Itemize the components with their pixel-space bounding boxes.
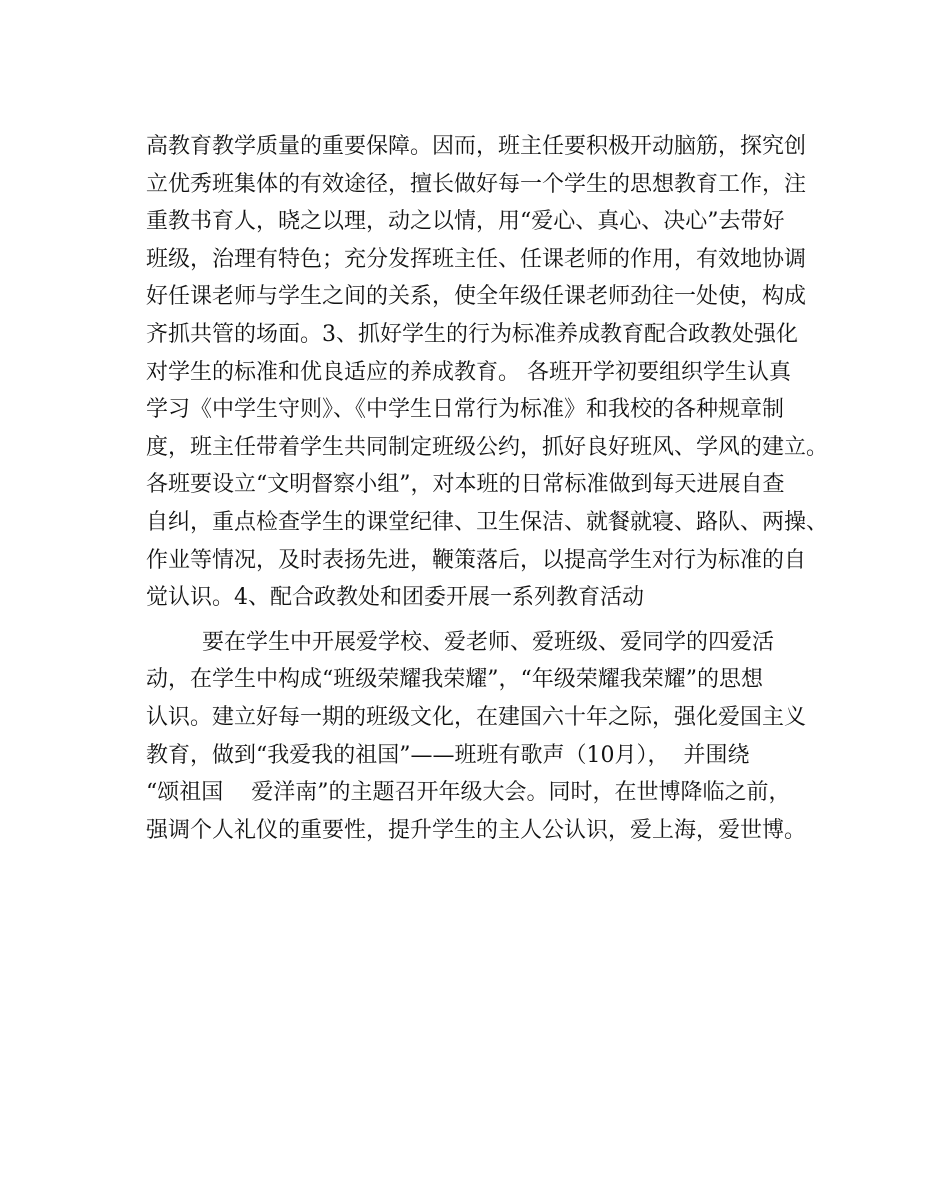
- text-line: “颂祖国 爱洋南”的主题召开年级大会。同时，在世博降临之前，: [146, 780, 791, 806]
- text-line: 教育，做到“我爱我的祖国”——班班有歌声（10月）， 并围绕: [146, 742, 750, 768]
- text-line: 觉认识。4、配合政教处和团委开展一系列教育活动: [146, 585, 644, 611]
- text-line: 高教育教学质量的重要保障。因而，班主任要积极开动脑筋，探究创: [146, 134, 807, 159]
- text-line: 班级，治理有特色；充分发挥班主任、任课老师的作用，有效地协调: [146, 246, 807, 272]
- paragraph-gap: [146, 617, 826, 624]
- text-line: 认识。建立好每一期的班级文化，在建国六十年之际，强化爱国主义: [146, 704, 807, 730]
- text-line: 强调个人礼仪的重要性，提升学生的主人公认识，爱上海，爱世博。: [146, 817, 807, 843]
- paragraph-2: [146, 624, 826, 850]
- text-line: 度，班主任带着学生共同制定班级公约，抓好良好班风、学风的建立。: [146, 434, 829, 460]
- text-line: 重教书育人，晓之以理，动之以情，用“爱心、真心、决心”去带好: [146, 209, 785, 235]
- text-line: 对学生的标准和优良适应的养成教育。 各班开学初要组织学生认真: [146, 359, 791, 385]
- text-line: 齐抓共管的场面。3、抓好学生的行为标准养成教育配合政教处强化: [146, 321, 798, 347]
- body-text: [146, 128, 829, 849]
- text-line: 要在学生中开展爱学校、爱老师、爱班级、爱同学的四爱活: [146, 629, 774, 655]
- text-line: 自纠，重点检查学生的课堂纪律、卫生保洁、就餐就寝、路队、两操、: [146, 509, 829, 535]
- text-line: 作业等情况，及时表扬先进，鞭策落后，以提高学生对行为标准的自: [146, 547, 807, 573]
- text-line: 立优秀班集体的有效途径，擅长做好每一个学生的思想教育工作，注: [146, 171, 807, 197]
- text-line: 各班要设立“文明督察小组”，对本班的日常标准做到每天进展自查: [146, 472, 785, 498]
- text-line: 好任课老师与学生之间的关系，使全年级任课老师劲往一处使，构成: [146, 284, 807, 310]
- text-line: 学习《中学生守则》、《中学生日常行为标准》和我校的各种规章制: [146, 397, 785, 423]
- paragraph-1: [146, 128, 829, 617]
- text-line: 动，在学生中构成“班级荣耀我荣耀”，“年级荣耀我荣耀”的思想: [146, 667, 763, 693]
